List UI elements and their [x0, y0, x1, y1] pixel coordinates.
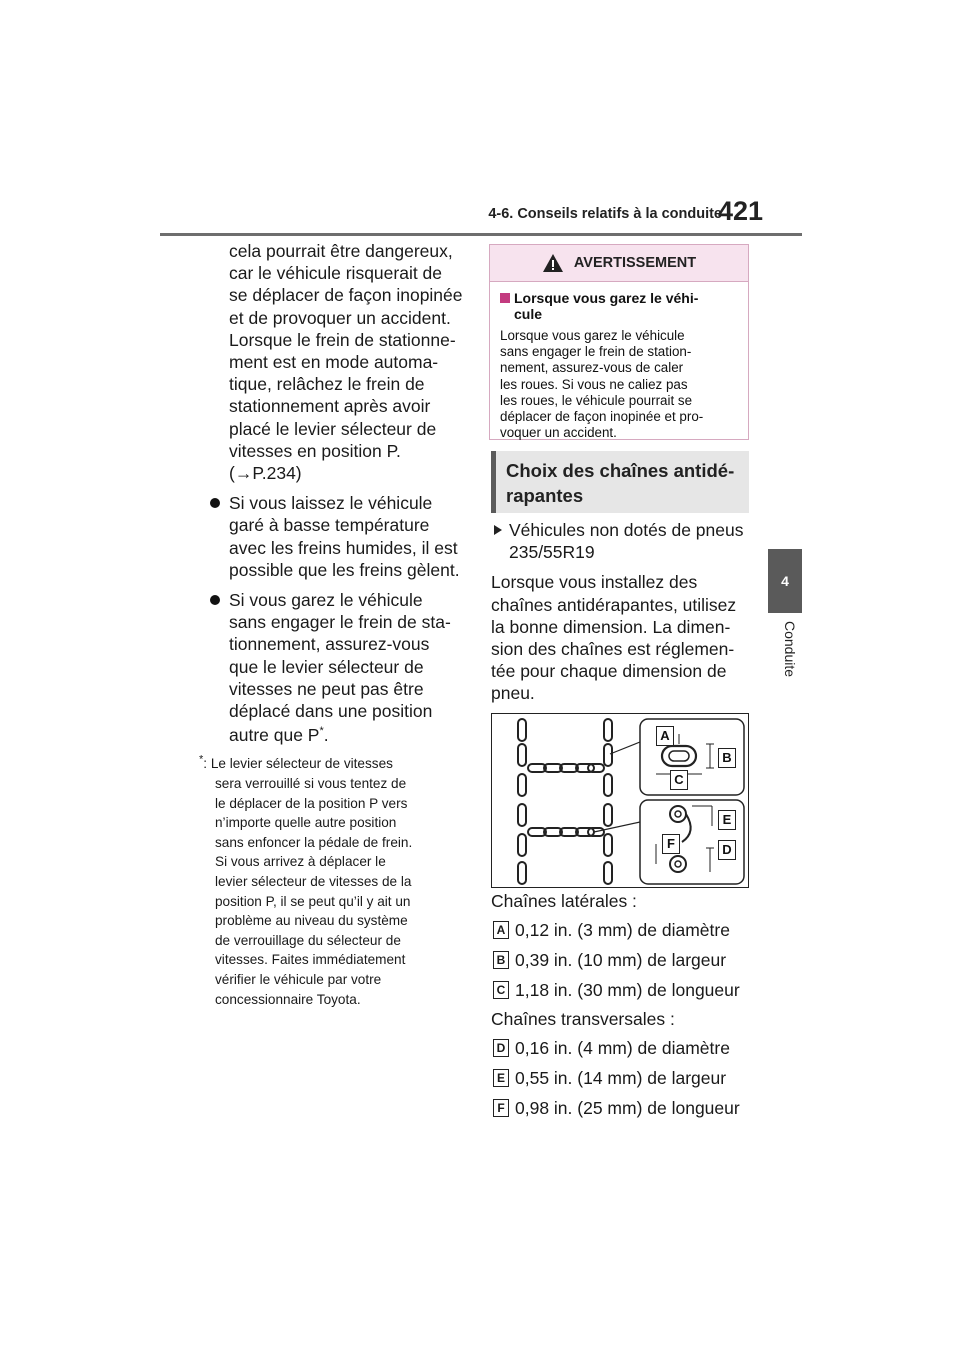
footnote-line: sans enfoncer la pédale de frein.	[215, 834, 413, 850]
text-line: possible que les freins gèlent.	[229, 559, 460, 580]
spec-value: 1,18 in. (30 mm) de longueur	[515, 979, 740, 1000]
text-line: vitesses en position P.	[229, 440, 401, 461]
spec-key: A	[493, 921, 509, 939]
text-line: pneu.	[491, 683, 535, 704]
right-column	[491, 519, 761, 705]
spec-value: 0,98 in. (25 mm) de longueur	[515, 1097, 740, 1118]
text-line: sans engager le frein de sta-	[229, 612, 451, 633]
spec-value: 0,12 in. (3 mm) de diamètre	[515, 919, 730, 940]
footnote-line: problème au niveau du système	[215, 913, 408, 929]
continued-paragraph	[229, 240, 469, 484]
warning-subtitle	[500, 290, 738, 322]
label-a: A	[656, 726, 674, 746]
arrow-item	[491, 519, 761, 563]
footnote-first-line: : Le levier sélecteur de vitesses	[203, 756, 393, 772]
spec-key: C	[493, 981, 509, 999]
bullet-dot-icon	[210, 498, 220, 508]
chapter-tab[interactable]	[768, 549, 802, 613]
section-heading-line: rapantes	[506, 485, 584, 506]
warning-line: Lorsque vous garez le véhicule	[500, 328, 685, 343]
text-line: Véhicules non dotés de pneus	[509, 520, 744, 540]
chain-diagram	[491, 713, 749, 888]
label-b: B	[718, 748, 736, 768]
text-line: déplacé dans une position	[229, 701, 433, 722]
text-line: Lorsque le frein de stationne-	[229, 329, 456, 350]
page-number: 421	[718, 196, 764, 226]
footnote-marker: *	[319, 725, 324, 738]
footnote-line: Si vous arrivez à déplacer le	[215, 854, 386, 870]
text-line: Lorsque vous installez des	[491, 572, 698, 593]
chain-specifications	[491, 891, 771, 1123]
label-e: E	[718, 810, 736, 830]
left-column	[199, 240, 469, 1009]
text-line: tionnement, assurez-vous	[229, 634, 430, 655]
footnote-line: vitesses. Faites immédiatement	[215, 952, 406, 968]
text-line: que le levier sélecteur de	[229, 656, 424, 677]
arrow-right-icon	[494, 525, 502, 535]
spec-row	[491, 915, 771, 945]
text-line: ment est en mode automa-	[229, 352, 439, 373]
footnote-marker: *	[199, 753, 204, 766]
label-f: F	[662, 834, 680, 854]
text-line: tée pour chaque dimension de	[491, 661, 727, 682]
footnote-line: levier sélecteur de vitesses de la	[215, 874, 412, 890]
text-line: 235/55R19	[509, 542, 595, 563]
spec-row	[491, 1093, 771, 1123]
label-d: D	[718, 840, 736, 860]
warning-title: AVERTISSEMENT	[573, 255, 697, 271]
section-title: 4-6. Conseils relatifs à la conduite	[488, 206, 722, 222]
footnote-line: de verrouillage du sélecteur de	[215, 932, 401, 948]
section-heading-line: Choix des chaînes antidé-	[506, 460, 735, 481]
warning-body	[500, 328, 738, 441]
spec-value: 0,39 in. (10 mm) de largeur	[515, 949, 727, 970]
spec-value: 0,55 in. (14 mm) de largeur	[515, 1067, 727, 1088]
chapter-number: 4	[781, 573, 789, 589]
square-bullet-icon	[500, 293, 510, 303]
text-line: car le véhicule risquerait de	[229, 263, 443, 284]
footnote-line: n’importe quelle autre position	[215, 815, 397, 831]
text-line: chaînes antidérapantes, utilisez	[491, 594, 737, 615]
warning-line: voquer un accident.	[500, 425, 617, 441]
text-line: garé à basse température	[229, 515, 430, 536]
spec-key: B	[493, 951, 509, 969]
cross-chains-title: Chaînes transversales :	[491, 1009, 675, 1029]
section-heading	[491, 451, 749, 513]
warning-line: les roues. Si vous ne caliez pas	[500, 376, 688, 392]
spec-row	[491, 1033, 771, 1063]
text-line: vitesses ne peut pas être	[229, 678, 424, 699]
spec-key: D	[493, 1039, 509, 1057]
text-line: sion des chaînes est réglemen-	[491, 639, 735, 660]
text-line: Si vous laissez le véhicule	[229, 493, 433, 514]
text-line: stationnement après avoir	[229, 396, 431, 417]
spec-value: 0,16 in. (4 mm) de diamètre	[515, 1037, 730, 1058]
chain-illustration	[492, 714, 750, 889]
warning-line: sans engager le frein de station-	[500, 344, 692, 360]
spec-row	[491, 945, 771, 975]
text-line: se déplacer de façon inopinée	[229, 285, 463, 306]
spec-key: E	[493, 1069, 509, 1087]
footnote-line: vérifier le véhicule par votre	[215, 972, 382, 987]
page-reference-link[interactable]: (→P.234)	[229, 463, 302, 484]
bullet-item	[199, 589, 469, 746]
text-line: la bonne dimension. La dimen-	[491, 616, 731, 637]
spec-key: F	[493, 1099, 509, 1117]
warning-triangle-icon	[542, 253, 564, 273]
text-line: placé le levier sélecteur de	[229, 418, 437, 439]
footnote-line: position P, il se peut qu’il y ait un	[215, 893, 411, 909]
footnote-line: le déplacer de la position P vers	[215, 795, 408, 811]
warning-line: déplacer de façon inopinée et pro-	[500, 409, 704, 425]
side-chains-title: Chaînes latérales :	[491, 891, 637, 911]
warning-subtitle-line: Lorsque vous garez le véhi-	[514, 290, 699, 306]
text-line	[229, 724, 469, 746]
text-fragment: .	[323, 725, 329, 746]
text-line: Si vous garez le véhicule	[229, 590, 423, 611]
text-fragment: autre que P	[229, 725, 320, 746]
footnote-line: sera verrouillé si vous tentez de	[215, 776, 407, 792]
warning-header	[490, 245, 748, 282]
bullet-dot-icon	[210, 595, 220, 605]
footnote-line: concessionnaire Toyota.	[215, 991, 361, 1007]
text-line: et de provoquer un accident.	[229, 307, 451, 328]
warning-subtitle-line: cule	[514, 306, 543, 322]
warning-line: nement, assurez-vous de caler	[500, 360, 684, 376]
text-line: cela pourrait être dangereux,	[229, 241, 453, 261]
bullet-item	[199, 492, 469, 581]
text-line: tique, relâchez le frein de	[229, 374, 425, 395]
label-c: C	[670, 770, 688, 790]
chapter-label: Conduite	[782, 621, 798, 678]
intro-paragraph	[491, 571, 761, 704]
text-line: avec les freins humides, il est	[229, 537, 458, 558]
spec-row	[491, 1063, 771, 1093]
footnote	[199, 754, 469, 1009]
spec-row	[491, 975, 771, 1005]
header-divider	[160, 233, 802, 236]
warning-box	[489, 244, 749, 440]
warning-line: les roues, le véhicule pourrait se	[500, 392, 693, 408]
